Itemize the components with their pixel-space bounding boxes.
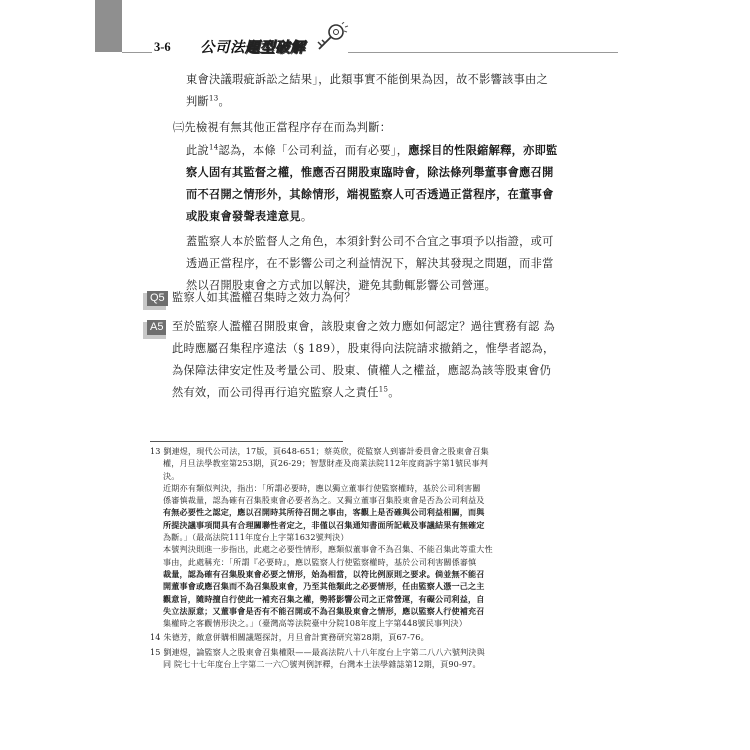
footnote-line: 15 劉連煜，論監察人之股東會召集權限——最高法院八十八年度台上字第二八八六號判決與 xyxy=(150,646,485,657)
footnote-line: 係審慎裁量，認為確有召集股東會必要者為之。又獨立董事召集股東會是否為公司利益及 xyxy=(163,495,485,506)
paragraph-line: 東會決議瑕疵訴訟之結果」，此類事實不能倒果為因，故不影響該事由之 xyxy=(186,73,549,86)
paragraph-line: 然以召開股東會之方式加以解決，避免其動輒影響公司營運。 xyxy=(186,279,497,292)
paragraph-line: 透過正當程序，在不影響公司之利益情況下，解決其發現之問題，而非當 xyxy=(186,257,554,270)
a5-answer-line: 為保障法律安定性及考量公司、股東、債權人之權益，應認為該等股東會仍 xyxy=(172,364,552,377)
footnote-line: 同 院七十七年度台上字第二一六〇號判例評釋，台灣本土法學雜誌第12期，頁90-97。 xyxy=(163,659,481,670)
footnote-line: 觀意旨，隨時擅自行使此一補充召集之權，勢將影響公司之正常營運，有礙公司利益，自 xyxy=(163,593,485,604)
footnote-line: 本號判決則進一步指出，此處之必要性情形，應類似董事會不為召集、不能召集此等重大性 xyxy=(163,544,493,555)
book-title-prefix: 公司法 xyxy=(200,39,245,56)
footnotes xyxy=(150,445,493,670)
footnote-ref: 14 xyxy=(208,143,219,152)
paragraph-line: 判斷$^{13}$。 xyxy=(186,94,230,108)
header-rule-left xyxy=(122,52,152,53)
paragraph-line: 察人固有其監督之權，惟應否召開股東臨時會，除法條列舉董事會應召開 xyxy=(186,165,554,179)
footnote-line: 失立法原意；又董事會是否有不能召開或不為召集股東會之情形，應以監察人行使補充召 xyxy=(163,605,485,616)
chapter-tab xyxy=(95,0,122,52)
q5-question: 監察人如其濫權召集時之效力為何？ xyxy=(172,291,356,304)
footnote-line: 有無必要性之認定，應以召開時其所待召開之事由，客觀上是否確與公司利益相關，而與 xyxy=(163,507,485,518)
footnote-line: 近期亦有類似判決，指出：「所謂必要時，應以獨立董事行使監察權時，基於公司利害關 xyxy=(163,482,481,493)
footnote-line: 權，月旦法學教室第253期，頁26-29；智慧財產及商業法院112年度商訴字第1號民事判 xyxy=(163,458,488,469)
footnote-line: 裁量，認為確有召集股東會必要之情形，始為相當，以符比例原則之要求。倘並無不能召 xyxy=(163,568,485,579)
a5-answer-line: 然有效，而公司得再行追究監察人之責任$^{15}$。 xyxy=(172,385,400,399)
footnote-ref: 13 xyxy=(208,94,219,103)
section-heading: ㈢先檢視有無其他正當程序存在而為判斷： xyxy=(173,121,392,134)
footnote-line: 集權時之客觀情形決之。」（臺灣高等法院臺中分院108年度上字第448號民事判決） xyxy=(163,618,467,629)
a5-answer-line: 至於監察人濫權召開股東會，該股東會之效力應如何認定？過往實務有認 為 xyxy=(172,320,555,333)
a5-label: A5 xyxy=(147,320,166,335)
q5-label: Q5 xyxy=(147,291,168,306)
paragraph-line: 此說$^{14}$認為，本條「公司利益，而有必要」，應採目的性限縮解釋，亦即監 xyxy=(186,143,558,157)
header-rule-right xyxy=(348,52,618,53)
book-title xyxy=(200,36,305,57)
footnote-line: 14 朱德芳，敵意併購相關議題探討，月旦會計實務研究第28期，頁67-76。 xyxy=(150,632,429,643)
key-icon xyxy=(312,22,350,54)
footnote-line: 決。 xyxy=(163,470,180,481)
paragraph-line: 而不召開之情形外，其餘情形，端視監察人可否透過正當程序，在董事會 xyxy=(186,187,554,201)
footnote-ref: 15 xyxy=(378,385,389,394)
paragraph-line: 或股東會發聲表達意見。 xyxy=(186,209,313,223)
footnote-line: 13 劉連煜，現代公司法，17版，頁648-651；蔡英欣，從監察人到審計委員會之股東會召集 xyxy=(150,446,489,456)
book-title-highlight: 題型破解 xyxy=(245,39,305,56)
a5-answer-line: 此時應屬召集程序違法（§ 189），股東得向法院請求撤銷之，惟學者認為， xyxy=(172,342,555,355)
footnote-rule xyxy=(150,441,343,442)
footnote-line: 開董事會或應召集而不為召集股東會，乃至其他類此之必要情形，任由監察人憑一己之主 xyxy=(163,581,485,592)
page-number: 3-6 xyxy=(154,40,171,54)
footnote-line: 事由，此處稱充：「所謂『必要時』，應以監察人行使監察權時，基於公司利害關係審慎 xyxy=(163,556,477,567)
footnote-line: 所提決議事項間具有合理關聯性者定之，非僅以召集通知書面所記載及事議結果有無確定 xyxy=(163,519,485,530)
footnote-line: 為斷。」（最高法院111年度台上字第1632號判決） xyxy=(163,532,349,543)
paragraph-line: 蓋監察人本於監督人之角色，本須針對公司不合宜之事項予以指證，或可 xyxy=(186,235,554,248)
